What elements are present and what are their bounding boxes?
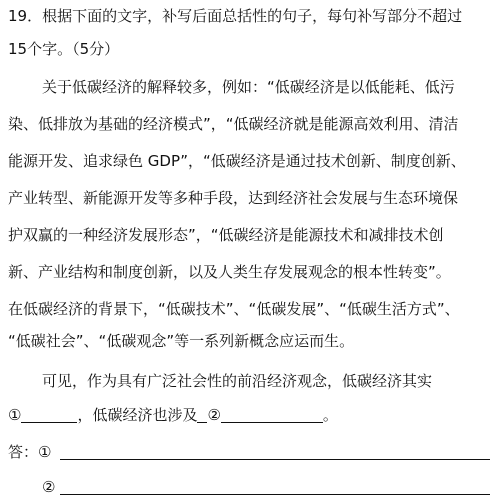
answer-line-1[interactable] <box>60 459 490 460</box>
answer-label-2: ② <box>42 478 56 496</box>
summary-line-1: 可见，作为具有广泛社会性的前沿经济观念，低碳经济其实 <box>42 372 433 390</box>
summary-text-2: 。 <box>322 406 338 424</box>
summary-line-2 <box>8 404 492 426</box>
answer-line-2[interactable] <box>60 494 490 495</box>
blank-marker-1: ① <box>8 406 22 424</box>
passage-line-2: 染、低排放为基础的经济模式”，“低碳经济就是能源高效利用、清洁 <box>8 115 459 133</box>
passage-line-1: 关于低碳经济的解释较多，例如：“低碳经济是以低能耗、低污 <box>42 78 455 96</box>
summary-text-1: ，低碳经济也涉及 <box>77 406 198 424</box>
passage-line-7: 在低碳经济的背景下，“低碳技术”、“低碳发展”、“低碳生活方式”、 <box>8 300 460 318</box>
passage-line-3: 能源开发、追求绿色 GDP”，“低碳经济是通过技术创新、制度创新、 <box>8 152 466 170</box>
passage-line-4: 产业转型、新能源开发等多种手段，达到经济社会发展与生态环境保 <box>8 189 459 207</box>
passage-line-6: 新、产业结构和制度创新，以及人类生存发展观念的根本性转变”。 <box>8 263 451 281</box>
passage-line-5: 护双赢的一种经济发展形态”，“低碳经济是能源技术和减排技术创 <box>8 226 444 244</box>
fill-blank-2[interactable] <box>221 406 323 423</box>
blank-marker-2: ② <box>207 406 221 424</box>
question-line-1: 19．根据下面的文字，补写后面总括性的句子，每句补写部分不超过 <box>8 7 463 25</box>
question-line-2: 15个字。（5分） <box>8 40 120 58</box>
answer-label-1: 答：① <box>8 443 52 461</box>
fill-blank-1[interactable] <box>21 406 77 423</box>
fill-blank-2-lead[interactable] <box>197 406 207 423</box>
passage-line-8: “低碳社会”、“低碳观念”等一系列新概念应运而生。 <box>8 332 355 350</box>
